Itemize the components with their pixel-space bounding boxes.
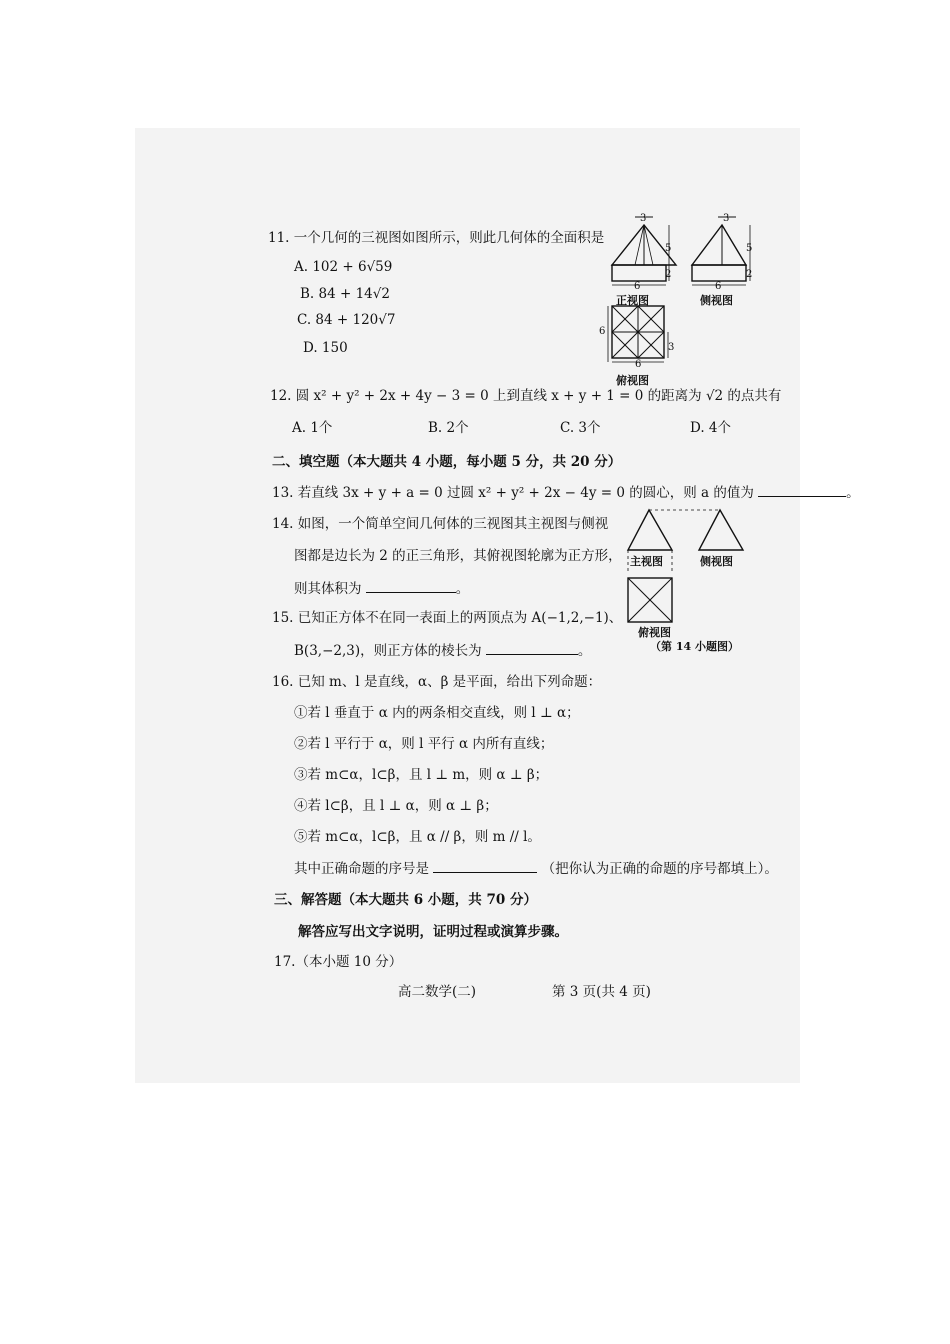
q12-option-c: C. 3个 — [560, 420, 601, 436]
q11-option-a: A. 102 + 6√59 — [294, 259, 393, 275]
q11-top-dim-6b: 6 — [635, 359, 642, 370]
q11-side-dim-2: 2 — [746, 269, 753, 280]
q11-side-dim-3: 3 — [723, 213, 730, 224]
q11-option-c: C. 84 + 120√7 — [297, 312, 396, 328]
section-3-note: 解答应写出文字说明，证明过程或演算步骤。 — [298, 924, 568, 940]
q16-item-4: ④若 l⊂β，且 l ⊥ α，则 α ⊥ β； — [294, 798, 498, 814]
q11-caption-top: 俯视图 — [616, 374, 649, 387]
q17-heading: 17.（本小题 10 分） — [274, 954, 403, 970]
q14-caption-front: 主视图 — [630, 555, 663, 568]
q12-text: 12. 圆 x² + y² + 2x + 4y − 3 = 0 上到直线 x + y + 1 = 0 的距离为 √2 的点共有 — [270, 388, 782, 404]
q11-top-dim-3: 3 — [668, 342, 675, 353]
q11-option-d: D. 150 — [303, 340, 348, 356]
q16-item-1: ①若 l 垂直于 α 内的两条相交直线，则 l ⊥ α； — [294, 705, 580, 721]
q11-side-view — [688, 213, 758, 293]
q11-top-dim-6: 6 — [599, 326, 606, 337]
section-3-heading: 三、解答题（本大题共 6 小题，共 70 分） — [274, 892, 537, 908]
q11-side-dim-5: 5 — [746, 243, 753, 254]
q14-caption-top: 俯视图 — [638, 626, 671, 639]
q14-end: 。 — [455, 581, 470, 597]
q11-dim-2: 2 — [665, 269, 672, 280]
q12-option-d: D. 4个 — [690, 420, 732, 436]
q13-text: 13. 若直线 3x + y + a = 0 过圆 x² + y² + 2x − 4y = 0 的圆心，则 a 的值为 — [272, 485, 754, 501]
q11-option-b: B. 84 + 14√2 — [300, 286, 390, 302]
q13-answer-blank[interactable] — [758, 486, 846, 497]
section-2-heading: 二、填空题（本大题共 4 小题，每小题 5 分，共 20 分） — [272, 454, 622, 470]
q16-item-3: ③若 m⊂α，l⊂β，且 l ⊥ m，则 α ⊥ β； — [294, 767, 549, 783]
q11-text: 11. 一个几何的三视图如图所示，则此几何体的全面积是 — [268, 230, 605, 246]
q15-end: 。 — [577, 643, 592, 659]
q14-figure-caption: （第 14 小题图） — [650, 640, 739, 653]
q15-line2 — [294, 644, 591, 659]
q15-line1: 15. 已知正方体不在同一表面上的两顶点为 A(−1,2,−1)、 — [272, 610, 623, 626]
q16-intro: 16. 已知 m、l 是直线，α、β 是平面，给出下列命题： — [272, 674, 602, 690]
q15-answer-blank[interactable] — [486, 644, 578, 655]
q15-line2-text: B(3,−2,3)，则正方体的棱长为 — [294, 643, 482, 659]
q16-item-2: ②若 l 平行于 α，则 l 平行 α 内所有直线； — [294, 736, 554, 752]
q16-answer-suffix: （把你认为正确的命题的序号都填上）。 — [541, 861, 778, 877]
q14-line2: 图都是边长为 2 的正三角形，其俯视图轮廓为正方形， — [294, 548, 622, 564]
q14-line3 — [294, 582, 469, 597]
footer-subject: 高二数学(二) — [398, 984, 477, 1000]
q11-caption-side: 侧视图 — [700, 294, 733, 307]
q14-caption-side: 侧视图 — [700, 555, 733, 568]
q14-line3-text: 则其体积为 — [294, 581, 362, 597]
q16-answer-line — [294, 862, 778, 877]
q14-answer-blank[interactable] — [366, 582, 456, 593]
q13 — [272, 486, 860, 501]
q12-option-b: B. 2个 — [428, 420, 469, 436]
q11-dim-5: 5 — [665, 243, 672, 254]
q16-answer-prefix: 其中正确命题的序号是 — [294, 861, 429, 877]
q11-side-dim-6: 6 — [715, 281, 722, 292]
q11-dim-6: 6 — [634, 281, 641, 292]
q13-end: 。 — [846, 485, 860, 501]
q16-answer-blank[interactable] — [433, 862, 537, 873]
q11-caption-front: 正视图 — [616, 294, 649, 307]
footer-page-number: 第 3 页(共 4 页) — [552, 984, 651, 1000]
q11-dim-3: 3 — [640, 213, 647, 224]
q14-line1: 14. 如图，一个简单空间几何体的三视图其主视图与侧视 — [272, 516, 609, 532]
q16-item-5: ⑤若 m⊂α，l⊂β，且 α // β，则 m // l。 — [294, 829, 541, 845]
q12-option-a: A. 1个 — [292, 420, 333, 436]
q11-front-view — [605, 213, 675, 293]
q11-top-view — [598, 302, 678, 374]
